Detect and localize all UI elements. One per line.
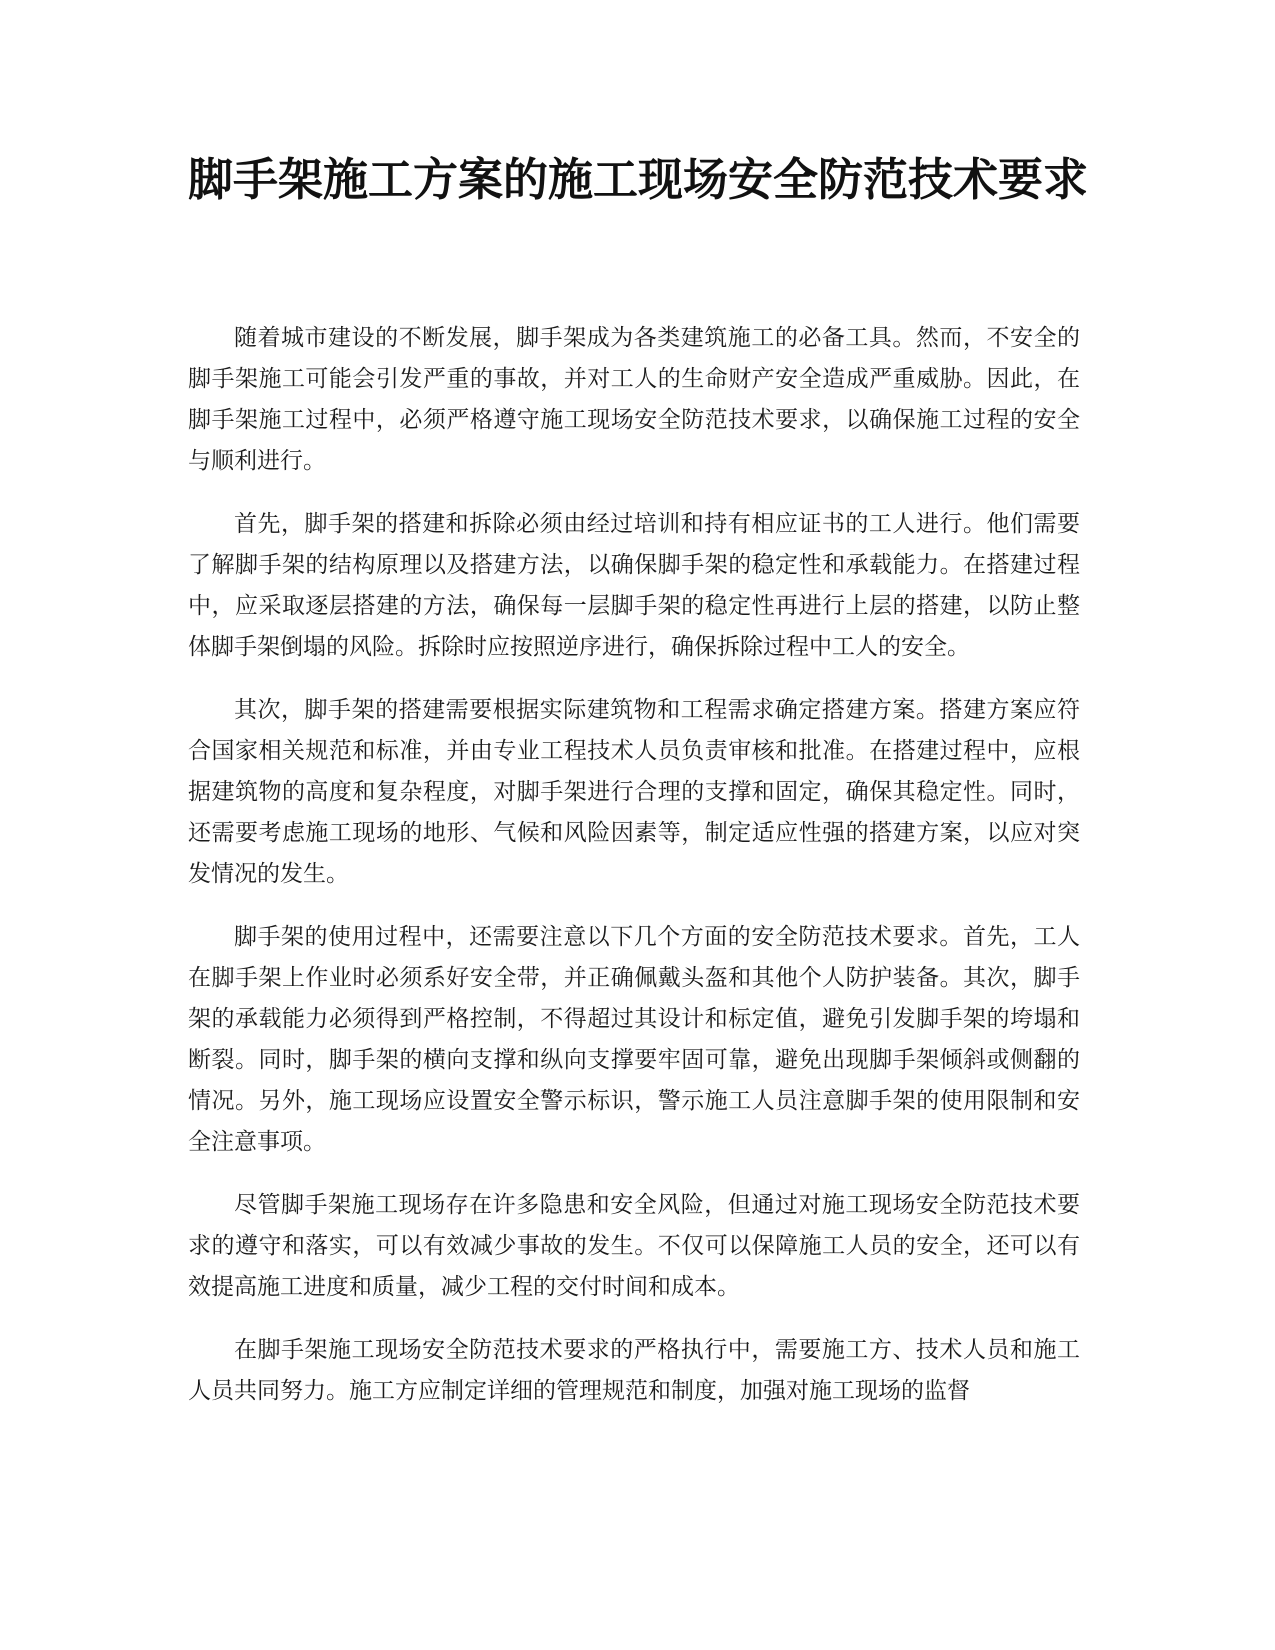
paragraph-6: 在脚手架施工现场安全防范技术要求的严格执行中，需要施工方、技术人员和施工人员共同努力。施工方应制定详细的管理规范和制度，加强对施工现场的监督 [188, 1337, 1080, 1404]
document-title: 脚手架施工方案的施工现场安全防范技术要求 [188, 153, 1089, 206]
paragraph-5: 尽管脚手架施工现场存在许多隐患和安全风险，但通过对施工现场安全防范技术要求的遵守和落实，可以有效减少事故的发生。不仅可以保障施工人员的安全，还可以有效提高施工进度和质量，减少工程的交付时间和成本。 [188, 1192, 1080, 1300]
paragraph-3: 其次，脚手架的搭建需要根据实际建筑物和工程需求确定搭建方案。搭建方案应符合国家相关规范和标准，并由专业工程技术人员负责审核和批准。在搭建过程中，应根据建筑物的高度和复杂程度，对脚手架进行合理的支撑和固定，确保其稳定性。同时，还需要考虑施工现场的地形、气候和风险因素等，制定适应性强的搭建方案，以应对突发情况的发生。 [188, 697, 1080, 887]
paragraph-1: 随着城市建设的不断发展，脚手架成为各类建筑施工的必备工具。然而，不安全的脚手架施工可能会引发严重的事故，并对工人的生命财产安全造成严重威胁。因此，在脚手架施工过程中，必须严格遵守施工现场安全防范技术要求，以确保施工过程的安全与顺利进行。 [188, 325, 1080, 474]
paragraph-2: 首先，脚手架的搭建和拆除必须由经过培训和持有相应证书的工人进行。他们需要了解脚手架的结构原理以及搭建方法，以确保脚手架的稳定性和承载能力。在搭建过程中，应采取逐层搭建的方法，确保每一层脚手架的稳定性再进行上层的搭建，以防止整体脚手架倒塌的风险。拆除时应按照逆序进行，确保拆除过程中工人的安全。 [188, 511, 1080, 660]
paragraph-4: 脚手架的使用过程中，还需要注意以下几个方面的安全防范技术要求。首先，工人在脚手架上作业时必须系好安全带，并正确佩戴头盔和其他个人防护装备。其次，脚手架的承载能力必须得到严格控制，不得超过其设计和标定值，避免引发脚手架的垮塌和断裂。同时，脚手架的横向支撑和纵向支撑要牢固可靠，避免出现脚手架倾斜或侧翻的情况。另外，施工现场应设置安全警示标识，警示施工人员注意脚手架的使用限制和安全注意事项。 [188, 924, 1080, 1155]
document-body [188, 318, 1080, 1434]
